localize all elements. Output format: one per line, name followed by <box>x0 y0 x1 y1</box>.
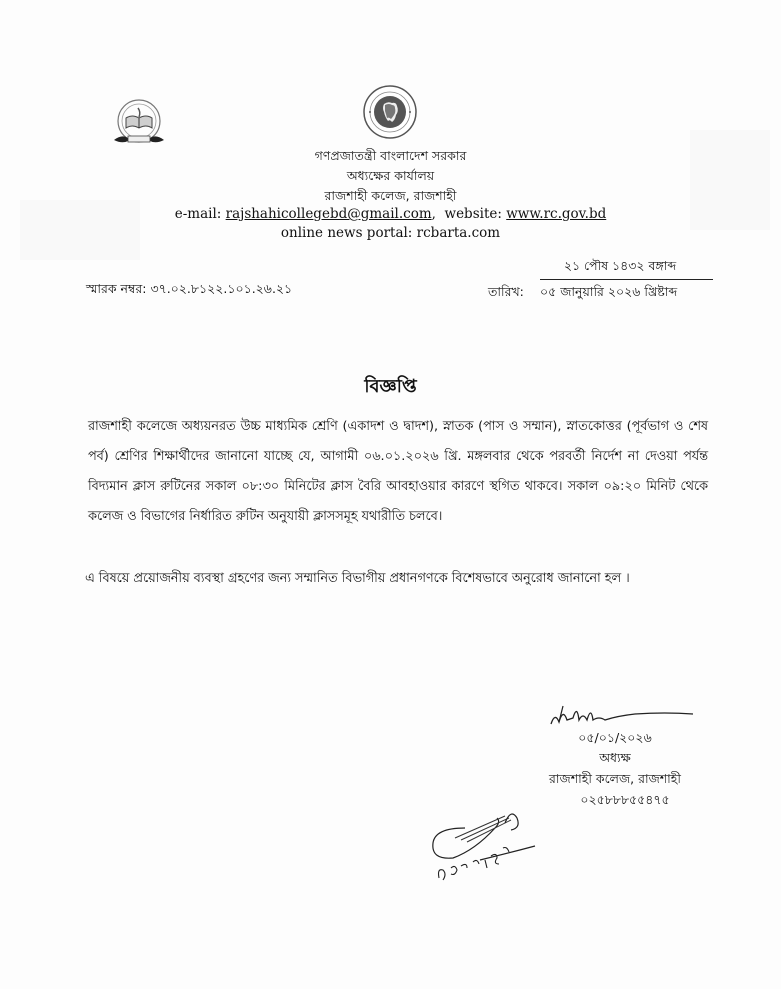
government-seal <box>362 84 418 140</box>
signatory-date: ০৫/০১/২০২৬ <box>578 730 652 745</box>
notice-title: বিজ্ঞপ্তি <box>364 376 417 397</box>
signatory-title: অধ্যক্ষ <box>599 750 631 765</box>
college-logo-icon <box>108 96 170 154</box>
date-gregorian: ০৫ জানুয়ারি ২০২৬ খ্রিষ্টাব্দ <box>540 284 678 299</box>
website-label: website: <box>444 206 502 222</box>
portal-label: online news portal: <box>280 225 413 241</box>
header-contact: e-mail: rajshahicollegebd@gmail.com, website: www.rc.gov.bd <box>174 206 607 222</box>
notice-paragraph-1: রাজশাহী কলেজে অধ্যয়নরত উচ্চ মাধ্যমিক শ্রেণি (একাদশ ও দ্বাদশ), স্নাতক (পাস ও সম্মান), স্নাতকোত্তর (পূর্বভাগ ও শেষ পর্ব) শ্রেণির শিক্ষার্থীদের জানানো যাচ্ছে যে, আগামী ০৬.০১.২০২৬ খ্রি. মঙ্গলবার থেকে পরবর্তী নির্দেশ না দেওয়া পর্যন্ত বিদ্যমান ক্লাস রুটিনের সকাল ০৮:৩০ মিনিটের ক্লাস বৈরি আবহাওয়ার কারণে স্থগিত থাকবে। সকাল ০৯:২০ মিনিট থেকে কলেজ ও বিভাগের নির্ধারিত রুটিন অনুযায়ী ক্লাসসমূহ যথারীতি চলবে। <box>88 419 708 524</box>
portal-value: rcbarta.com <box>416 225 501 241</box>
principal-signature <box>545 698 695 734</box>
date-bangla: ২১ পৌষ ১৪৩২ বঙ্গাব্দ <box>563 258 677 273</box>
government-seal-icon <box>362 84 418 140</box>
memo-number <box>86 281 292 301</box>
email-link[interactable]: rajshahicollegebd@gmail.com <box>225 206 432 222</box>
website-link[interactable]: www.rc.gov.bd <box>506 206 607 222</box>
date-divider <box>540 279 713 280</box>
header-portal <box>0 225 781 241</box>
memo-value: ৩৭.০২.৮১২২.১০১.২৬.২১ <box>150 281 293 296</box>
notice-paragraph-2: এ বিষয়ে প্রয়োজনীয় ব্যবস্থা গ্রহণের জন্য সম্মানিত বিভাগীয় প্রধানগণকে বিশেষভাবে অনুরোধ জানানো হল । <box>85 571 630 586</box>
memo-label: স্মারক নম্বর: <box>86 281 147 296</box>
signatory-organization: রাজশাহী কলেজ, রাজশাহী <box>549 771 681 786</box>
header-government: গণপ্রজাতন্ত্রী বাংলাদেশ সরকার <box>314 148 467 163</box>
college-logo <box>108 96 170 154</box>
endorsement-signature <box>425 788 565 888</box>
date-label: তারিখ: <box>488 284 524 299</box>
header-institution: রাজশাহী কলেজ, রাজশাহী <box>324 188 457 203</box>
signatory-phone: ০২৫৮৮৮৫৫৪৭৫ <box>580 792 670 807</box>
header-office: অধ্যক্ষের কার্যালয় <box>346 168 435 183</box>
email-label: e-mail: <box>174 206 222 222</box>
